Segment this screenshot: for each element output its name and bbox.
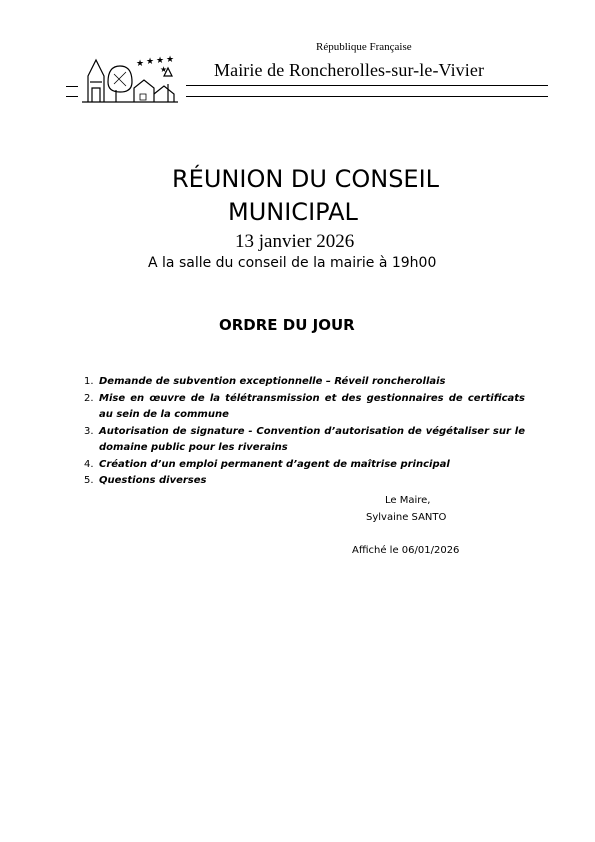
agenda-item-number: 4. <box>84 458 94 470</box>
village-logo-icon <box>80 54 180 104</box>
agenda-item-number: 3. <box>84 425 94 437</box>
agenda-item-number: 1. <box>84 376 94 387</box>
agenda-item-text: Mise en œuvre de la télétransmission et des gestionnaires de certificats au sein de la commune <box>99 392 525 420</box>
republique-francaise: République Française <box>316 41 412 53</box>
mairie-name: Mairie de Roncherolles-sur-le-Vivier <box>214 60 485 80</box>
meeting-place: A la salle du conseil de la mairie à 19h00 <box>148 255 437 271</box>
svg-text:★: ★ <box>156 56 165 66</box>
agenda-item-text: Création d’un emploi permanent d’agent de maîtrise principal <box>99 458 450 470</box>
agenda-item <box>84 374 525 391</box>
agenda-item-text: Questions diverses <box>99 475 207 486</box>
svg-text:★: ★ <box>160 65 168 74</box>
header-rule-top <box>186 85 548 86</box>
agenda-item-number: 5. <box>84 475 94 486</box>
agenda-list <box>84 374 525 490</box>
agenda-item <box>84 391 525 424</box>
agenda-item-text: Autorisation de signature - Convention d’autorisation de végétaliser sur le domaine public pour les riverains <box>99 425 525 453</box>
header-rule-left-bottom <box>66 96 78 97</box>
agenda-item <box>84 473 525 490</box>
svg-text:★: ★ <box>166 55 175 65</box>
header-rule-left-top <box>66 86 78 87</box>
agenda-heading: ORDRE DU JOUR <box>219 316 355 334</box>
agenda-item <box>84 457 525 474</box>
posted-date: Affiché le 06/01/2026 <box>352 545 460 556</box>
agenda-item <box>84 424 525 457</box>
meeting-date: 13 janvier 2026 <box>235 231 355 252</box>
svg-text:★: ★ <box>136 59 145 69</box>
mayor-name: Sylvaine SANTO <box>366 512 447 523</box>
header-rule-bottom <box>186 96 548 97</box>
title-line-2: MUNICIPAL <box>228 198 358 226</box>
agenda-item-number: 2. <box>84 392 94 404</box>
svg-text:★: ★ <box>146 57 155 67</box>
mayor-role: Le Maire, <box>385 495 431 506</box>
agenda-item-text: Demande de subvention exceptionnelle – Réveil roncherollais <box>99 376 446 387</box>
title-line-1: RÉUNION DU CONSEIL <box>172 165 440 193</box>
